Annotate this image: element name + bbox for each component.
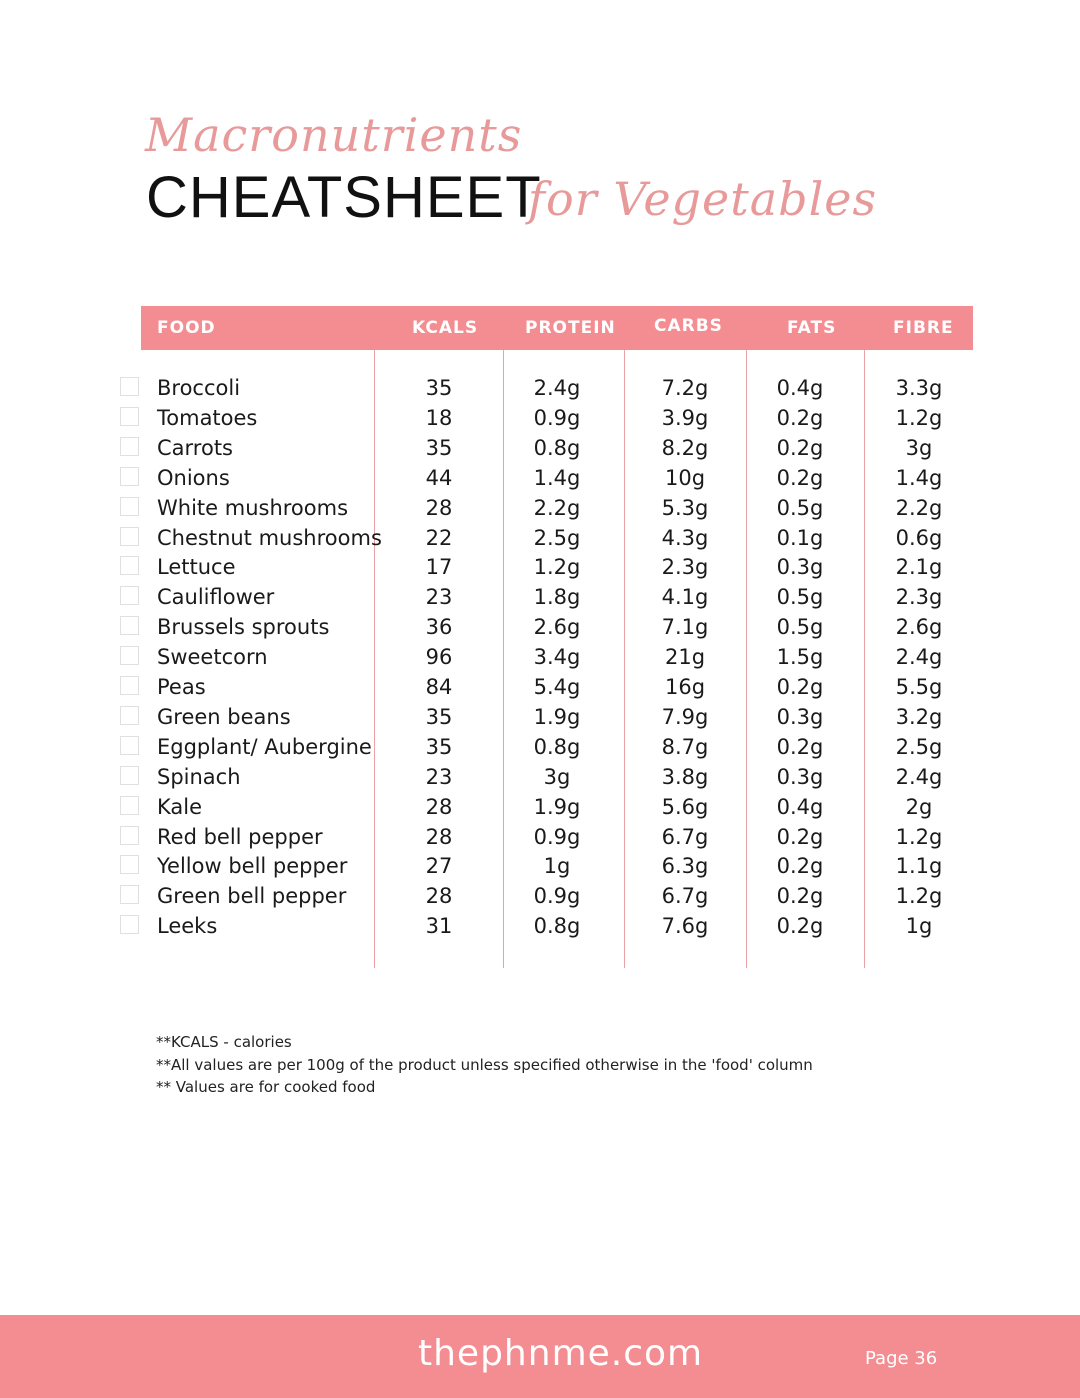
cell-fibre: 1.4g (895, 465, 943, 490)
table-row (0, 672, 1080, 702)
cell-protein: 0.8g (533, 914, 581, 939)
row-checkbox[interactable] (120, 915, 139, 934)
page-title: CHEATSHEET (146, 165, 542, 230)
cell-carbs: 2.3g (661, 555, 709, 580)
footnotes (156, 1031, 813, 1099)
cell-kcals: 96 (425, 645, 453, 670)
cell-carbs: 7.6g (661, 914, 709, 939)
cell-fibre: 3.3g (895, 376, 943, 400)
cell-food: Red bell pepper (157, 824, 323, 849)
cell-fats: 0.2g (776, 435, 824, 460)
cell-kcals: 23 (425, 585, 453, 610)
cell-food: Leeks (157, 914, 218, 939)
cell-protein: 1.8g (533, 585, 581, 610)
cell-fats: 0.1g (776, 525, 824, 550)
cell-kcals: 35 (425, 704, 453, 729)
cell-kcals: 28 (425, 824, 453, 849)
cell-food: White mushrooms (157, 495, 349, 520)
cell-fats: 0.2g (776, 824, 824, 849)
cell-kcals: 44 (425, 465, 453, 490)
row-checkbox[interactable] (120, 586, 139, 605)
cell-fibre: 1.2g (895, 884, 943, 909)
cell-fats: 0.2g (776, 465, 824, 490)
cell-fibre: 2.1g (895, 555, 943, 580)
table-row (0, 463, 1080, 493)
table-row (0, 552, 1080, 582)
cell-food: Spinach (157, 764, 241, 789)
row-checkbox[interactable] (120, 646, 139, 665)
cell-fibre: 3.2g (895, 704, 943, 729)
table-row (0, 822, 1080, 852)
cell-fats: 1.5g (776, 645, 824, 670)
cell-fats: 0.2g (776, 914, 824, 939)
row-checkbox[interactable] (120, 706, 139, 725)
cell-fibre: 2.3g (895, 585, 943, 610)
cell-food: Tomatoes (157, 405, 258, 430)
cell-carbs: 7.2g (661, 376, 709, 400)
cell-food: Broccoli (157, 376, 241, 400)
row-checkbox[interactable] (120, 377, 139, 396)
cell-fibre: 2.5g (895, 734, 943, 759)
cell-protein: 1.9g (533, 704, 581, 729)
cell-fibre: 2.2g (895, 495, 943, 520)
row-checkbox[interactable] (120, 437, 139, 456)
cell-food: Kale (157, 794, 203, 819)
cell-fats: 0.2g (776, 405, 824, 430)
row-checkbox[interactable] (120, 736, 139, 755)
table-row (0, 881, 1080, 911)
cell-food: Cauliflower (157, 585, 275, 610)
cell-carbs: 6.7g (661, 824, 709, 849)
cell-kcals: 35 (425, 376, 453, 400)
header-protein: PROTEIN (525, 318, 616, 338)
cell-fibre: 5.5g (895, 675, 943, 699)
row-checkbox[interactable] (120, 556, 139, 575)
cell-fibre: 2g (905, 794, 933, 819)
cell-fats: 0.3g (776, 704, 824, 729)
row-checkbox[interactable] (120, 527, 139, 546)
cell-kcals: 36 (425, 615, 453, 640)
cell-kcals: 18 (425, 405, 453, 430)
cell-fibre: 0.6g (895, 525, 943, 550)
table-row (0, 792, 1080, 822)
cell-fibre: 1g (905, 914, 933, 939)
row-checkbox[interactable] (120, 497, 139, 516)
row-checkbox[interactable] (120, 407, 139, 426)
cell-food: Onions (157, 465, 230, 490)
row-checkbox[interactable] (120, 796, 139, 815)
cell-kcals: 22 (425, 525, 453, 550)
cell-fibre: 1.2g (895, 405, 943, 430)
cell-protein: 5.4g (533, 675, 581, 699)
cell-carbs: 3.9g (661, 405, 709, 430)
cell-protein: 0.9g (533, 824, 581, 849)
cell-kcals: 28 (425, 794, 453, 819)
cell-carbs: 8.2g (661, 435, 709, 460)
cell-fibre: 2.4g (895, 764, 943, 789)
cell-kcals: 31 (425, 914, 453, 939)
table-row (0, 762, 1080, 792)
cell-carbs: 6.3g (661, 854, 709, 879)
row-checkbox[interactable] (120, 885, 139, 904)
table-row (0, 732, 1080, 762)
table-row (0, 851, 1080, 881)
cell-food: Chestnut mushrooms (157, 525, 382, 550)
table-row (0, 911, 1080, 941)
cell-kcals: 17 (425, 555, 453, 580)
cell-food: Sweetcorn (157, 645, 268, 670)
cell-protein: 2.5g (533, 525, 581, 550)
cell-fats: 0.4g (776, 376, 824, 400)
cell-fats: 0.2g (776, 675, 824, 699)
cell-carbs: 6.7g (661, 884, 709, 909)
cell-food: Eggplant/ Aubergine (157, 734, 372, 759)
header-food: FOOD (157, 318, 216, 338)
footnote: **All values are per 100g of the product unless specified otherwise in the 'food' column (156, 1055, 813, 1074)
page-number: Page 36 (865, 1348, 938, 1369)
cell-protein: 1.4g (533, 465, 581, 490)
table-row (0, 642, 1080, 672)
cell-carbs: 10g (664, 465, 706, 490)
cell-protein: 1.2g (533, 555, 581, 580)
cell-fibre: 1.2g (895, 824, 943, 849)
cell-protein: 2.6g (533, 615, 581, 640)
cell-protein: 1g (543, 854, 571, 879)
cell-protein: 0.9g (533, 405, 581, 430)
cell-protein: 0.8g (533, 435, 581, 460)
cell-protein: 2.4g (533, 376, 581, 400)
table-header (141, 306, 973, 350)
cell-fibre: 2.4g (895, 645, 943, 670)
cell-food: Brussels sprouts (157, 615, 330, 640)
cell-food: Green bell pepper (157, 884, 347, 909)
row-checkbox[interactable] (120, 467, 139, 486)
table-row (0, 493, 1080, 523)
cell-fats: 0.4g (776, 794, 824, 819)
cell-carbs: 7.1g (661, 615, 709, 640)
cell-fats: 0.5g (776, 495, 824, 520)
cell-fats: 0.2g (776, 854, 824, 879)
cell-food: Peas (157, 675, 206, 699)
table-row (0, 582, 1080, 612)
table-row (0, 403, 1080, 433)
cell-fibre: 3g (905, 435, 933, 460)
cell-carbs: 7.9g (661, 704, 709, 729)
row-checkbox[interactable] (120, 855, 139, 874)
cell-fats: 0.5g (776, 615, 824, 640)
cell-protein: 0.8g (533, 734, 581, 759)
title-script-vegetables: for Vegetables (528, 172, 878, 226)
footnote: ** Values are for cooked food (156, 1078, 376, 1096)
header-fats: FATS (787, 318, 837, 338)
cell-food: Yellow bell pepper (157, 854, 348, 879)
cell-kcals: 27 (425, 854, 453, 879)
cell-carbs: 4.1g (661, 585, 709, 610)
cell-kcals: 28 (425, 495, 453, 520)
table-row (0, 373, 1080, 403)
cell-protein: 1.9g (533, 794, 581, 819)
cell-fats: 0.5g (776, 585, 824, 610)
cell-fibre: 1.1g (895, 854, 943, 879)
cell-fats: 0.3g (776, 555, 824, 580)
header-carbs: CARBS (654, 316, 723, 336)
cell-food: Green beans (157, 704, 291, 729)
cell-protein: 3g (543, 764, 571, 789)
cell-carbs: 8.7g (661, 734, 709, 759)
footer-bar (0, 1315, 1080, 1398)
cell-carbs: 4.3g (661, 525, 709, 550)
cell-carbs: 16g (664, 675, 706, 699)
row-checkbox[interactable] (120, 766, 139, 785)
header-kcals: KCALS (412, 318, 479, 338)
cell-kcals: 35 (425, 435, 453, 460)
cell-kcals: 23 (425, 764, 453, 789)
cell-protein: 2.2g (533, 495, 581, 520)
cell-protein: 0.9g (533, 884, 581, 909)
cell-fats: 0.3g (776, 764, 824, 789)
cell-kcals: 35 (425, 734, 453, 759)
cell-food: Carrots (157, 435, 233, 460)
row-checkbox[interactable] (120, 826, 139, 845)
cell-kcals: 28 (425, 884, 453, 909)
cell-carbs: 21g (664, 645, 706, 670)
cell-carbs: 5.6g (661, 794, 709, 819)
table-row (0, 702, 1080, 732)
cell-carbs: 5.3g (661, 495, 709, 520)
cell-protein: 3.4g (533, 645, 581, 670)
header-fibre: FIBRE (893, 318, 954, 338)
table-row (0, 433, 1080, 463)
site-link[interactable]: thephnme.com (418, 1333, 704, 1374)
cell-fats: 0.2g (776, 734, 824, 759)
title-script-macronutrients: Macronutrients (145, 108, 523, 162)
row-checkbox[interactable] (120, 616, 139, 635)
table-row (0, 523, 1080, 553)
row-checkbox[interactable] (120, 676, 139, 695)
footnote: **KCALS - calories (156, 1033, 292, 1051)
cell-fats: 0.2g (776, 884, 824, 909)
cell-fibre: 2.6g (895, 615, 943, 640)
table-row (0, 612, 1080, 642)
cell-carbs: 3.8g (661, 764, 709, 789)
cell-kcals: 84 (425, 675, 453, 699)
cell-food: Lettuce (157, 555, 236, 580)
